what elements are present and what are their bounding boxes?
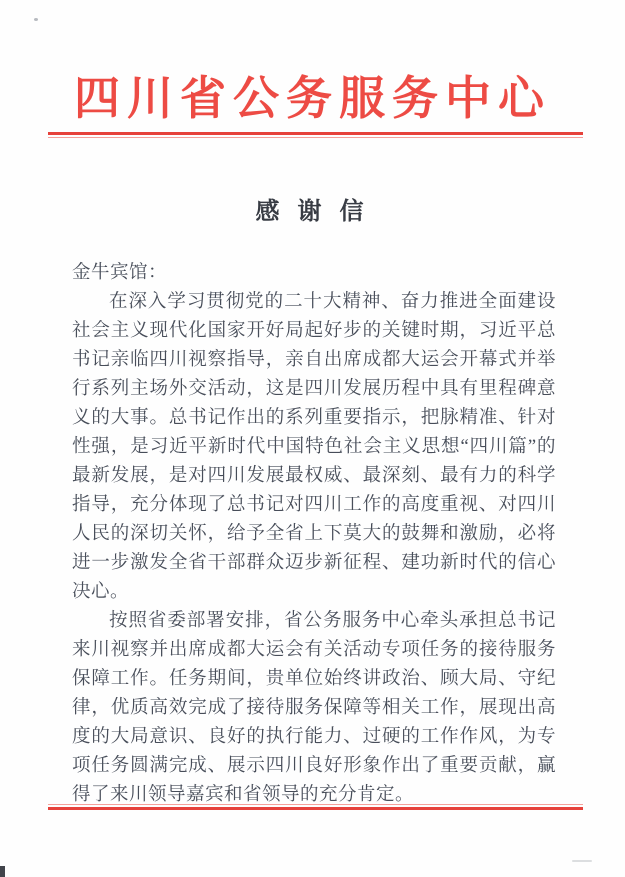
- footer-rule: [48, 804, 583, 810]
- scan-smudge: [572, 860, 592, 862]
- letter-paragraph: 在深入学习贯彻党的二十大精神、奋力推进全面建设社会主义现代化国家开好局起好步的关键时期，习近平总书记亲临四川视察指导，亲自出席成都大运会开幕式并举行系列主场外交活动，这是四川发展历程中具有里程碑意义的大事。总书记作出的系列重要指示，把脉精准、针对性强，是习近平新时代中国特色社会主义思想“四川篇”的最新发展，是对四川发展最权威、最深刻、最有力的科学指导，充分体现了总书记对四川工作的高度重视、对四川人民的深切关怀，给予全省上下莫大的鼓舞和激励，必将进一步激发全省干部群众迈步新征程、建功新时代的信心决心。: [72, 292, 556, 602]
- org-name: 四川省公务服务中心: [74, 73, 551, 124]
- scan-corner-mark: [0, 866, 5, 877]
- letter-body: [72, 259, 556, 810]
- scan-speck: [34, 18, 38, 21]
- letter-title: 感 谢 信: [255, 199, 370, 225]
- salutation: 金牛宾馆：: [72, 263, 168, 283]
- letterhead-rule: [48, 132, 583, 138]
- letter-paragraph: 按照省委部署安排，省公务服务中心牵头承担总书记来川视察并出席成都大运会有关活动专项任务的接待服务保障工作。任务期间，贵单位始终讲政治、顾大局、守纪律，优质高效完成了接待服务保障等相关工作，展现出高度的大局意识、良好的执行能力、过硬的工作作风，为专项任务圆满完成、展示四川良好形象作出了重要贡献，赢得了来川领导嘉宾和省领导的充分肯定。: [72, 611, 556, 805]
